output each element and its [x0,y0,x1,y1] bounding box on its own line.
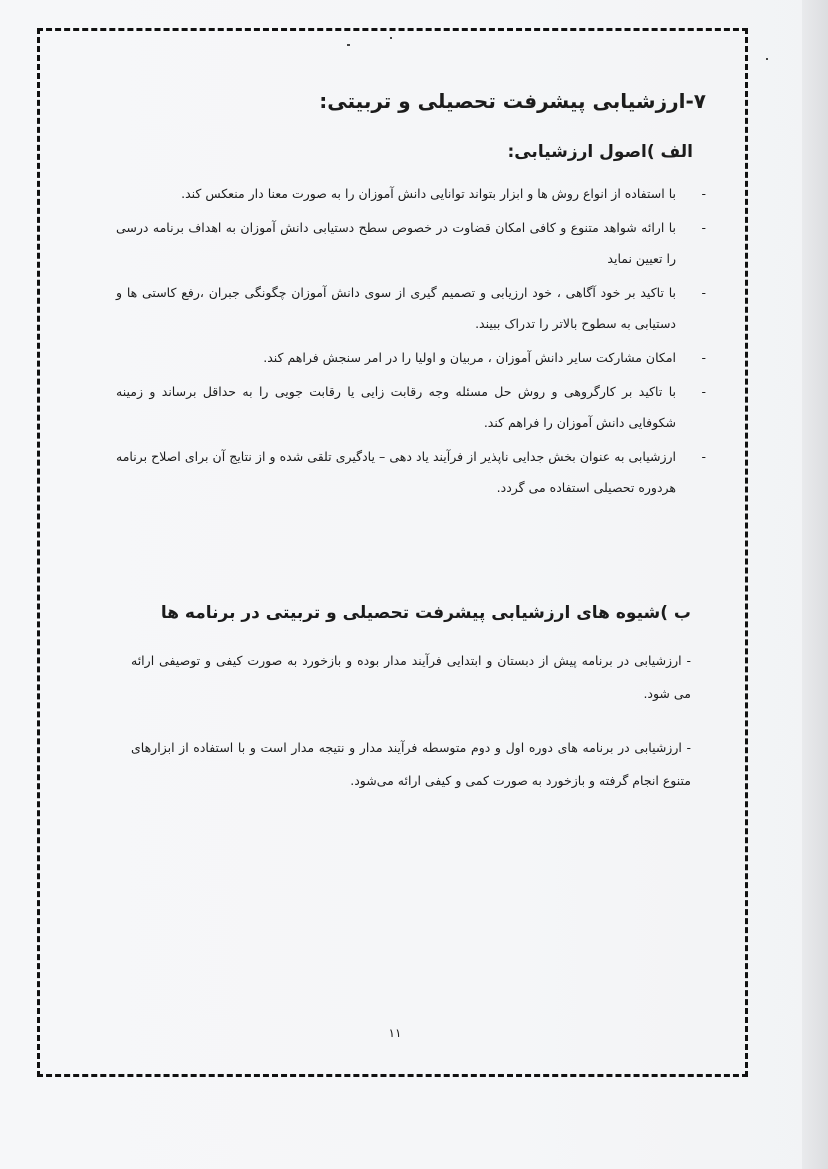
scan-speck [390,37,392,39]
bullet-marker: - [701,449,706,464]
bullet-marker: - [701,285,706,300]
bullet-marker: - [701,384,706,399]
subsection-b-title: ب )شیوه های ارزشیابی پیشرفت تحصیلی و تربیتی در برنامه ها [160,603,691,623]
principles-list [116,178,706,506]
list-item-text: با تاکید بر خود آگاهی ، خود ارزیابی و تصمیم گیری از سوی دانش آموزان چگونگی جبران ،رفع کاستی ها و دستیابی به سطوح بالاتر را تدراک ببیند. [116,285,676,331]
scan-speck [347,44,350,46]
list-item [116,441,706,503]
bullet-marker: - [701,220,706,235]
list-item-text: با استفاده از انواع روش ها و ابزار بتواند توانایی دانش آموزان را به صورت معنا دار منعکس کند. [181,186,676,201]
list-item-text: با ارائه شواهد متنوع و کافی امکان قضاوت در خصوص سطح دستیابی دانش آموزان به اهداف برنامه درسی را تعیین نماید [116,220,676,266]
paragraph: - ارزشیابی در برنامه پیش از دبستان و ابتدایی فرآیند مدار بوده و بازخورد به صورت کیفی و توصیفی ارائه می شود. [131,653,691,701]
list-item [116,212,706,274]
page-number: ۱۱ [388,1026,402,1040]
subsection-a-title: الف )اصول ارزشیابی: [507,142,693,162]
bullet-marker: - [701,186,706,201]
list-item-text: امکان مشارکت سایر دانش آموزان ، مربیان و اولیا را در امر سنجش فراهم کند. [263,350,676,365]
list-item-text: ارزشیابی به عنوان بخش جدایی ناپذیر از فرآیند یاد دهی – یادگیری تلقی شده و از نتایج آن برای اصلاح برنامه هردوره تحصیلی استفاده می گردد. [116,449,676,495]
bullet-marker: - [701,350,706,365]
scan-edge-strip [802,0,828,1169]
list-item-text: با تاکید بر کارگروهی و روش حل مسئله وجه رقابت زایی یا رقابت جویی را به حداقل برساند و زمینه شکوفایی دانش آموزان را فراهم کند. [116,384,676,430]
paragraph: - ارزشیابی در برنامه های دوره اول و دوم متوسطه فرآیند مدار و نتیجه مدار است و با استفاده از ابزارهای متنوع انجام گرفته و بازخورد به صورت کمی و کیفی ارائه می‌شود. [131,740,691,788]
list-item [116,178,706,209]
list-item [116,277,706,339]
list-item [116,342,706,373]
section-title: ۷-ارزشیابی پیشرفت تحصیلی و تربیتی: [319,89,706,113]
list-item [116,376,706,438]
scan-speck [766,58,768,60]
